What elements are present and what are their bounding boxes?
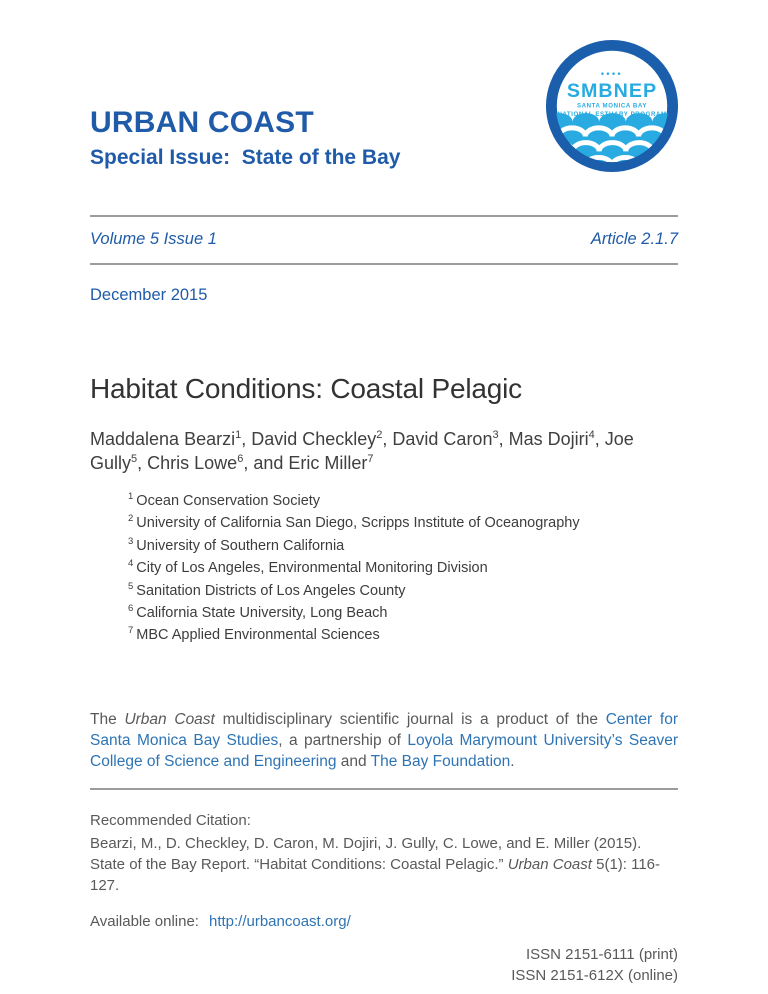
citation-text (90, 833, 678, 896)
description-text: , a partnership of (278, 731, 408, 749)
affiliation-item (128, 600, 678, 622)
link-center-santa-monica-bay-studies[interactable]: Center for Santa Monica Bay Studies (90, 710, 679, 749)
affiliation-number: 7 (128, 625, 134, 637)
author-segment: , and Eric Miller (243, 453, 368, 474)
article-title: Habitat Conditions: Coastal Pelagic (90, 373, 522, 404)
author-segment: , Mas Dojiri (498, 429, 589, 449)
link-bay-foundation[interactable]: The Bay Foundation (370, 752, 511, 770)
author-segment: Maddalena Bearzi (90, 429, 236, 449)
author-affil-ref: 4 (588, 429, 595, 441)
description-text: The (90, 710, 125, 728)
affiliation-text: Ocean Conservation Society (136, 492, 321, 509)
divider-citation (90, 788, 678, 790)
affiliation-number: 6 (128, 603, 134, 615)
description-text: and (336, 752, 371, 770)
affiliation-item (128, 533, 678, 555)
journal-subtitle: Special Issue: State of the Bay (90, 146, 401, 169)
affiliation-item (128, 510, 678, 532)
article-number: Article 2.1.7 (590, 230, 678, 248)
author-affil-ref: 6 (237, 453, 244, 466)
citation-block (90, 810, 678, 896)
citation-text-before: Bearzi, M., D. Checkley, D. Caron, M. Dojiri, J. Gully, C. Lowe, and E. Miller (2015). State of the Bay Report. “Habitat Conditions: Coastal Pelagic.” (90, 834, 642, 873)
affiliation-list (128, 488, 678, 645)
issn-online: ISSN 2151-612X (online) (511, 966, 678, 984)
affiliation-text: University of California San Diego, Scripps Institute of Oceanography (136, 515, 580, 532)
available-online-label: Available online: (90, 912, 199, 930)
affiliation-number: 1 (128, 490, 134, 502)
description-text: . (510, 752, 515, 770)
smbnep-logo (543, 37, 681, 175)
author-list (90, 427, 678, 476)
affiliation-number: 4 (128, 558, 134, 570)
smbnep-logo-graphic (543, 37, 681, 175)
divider-issue (90, 263, 678, 265)
issn-block (90, 944, 678, 986)
journal-description (90, 709, 678, 772)
journal-title: URBAN COAST (90, 106, 314, 139)
logo-program-line2: NATIONAL ESTUARY PROGRAM (557, 110, 667, 118)
description-text: multidisciplinary scientific journal is a product of the (214, 710, 606, 728)
author-segment: , Joe Gully (90, 429, 634, 474)
author-segment: , Chris Lowe (137, 453, 238, 474)
author-segment: , David Caron (382, 429, 493, 449)
affiliation-item (128, 488, 678, 510)
logo-program-line1: SANTA MONICA BAY (576, 102, 648, 110)
citation-journal-italic: Urban Coast (507, 855, 592, 873)
affiliation-number: 3 (128, 535, 134, 547)
citation-label: Recommended Citation: (90, 811, 251, 829)
author-affil-ref: 1 (235, 429, 242, 441)
author-affil-ref: 2 (376, 429, 383, 441)
affiliation-number: 2 (128, 513, 134, 525)
logo-acronym: SMBNEP (566, 80, 658, 103)
citation-text-after: 5(1): 116-127. (90, 855, 661, 894)
author-affil-ref: 7 (367, 453, 374, 466)
affiliation-number: 5 (128, 580, 134, 592)
affiliation-item (128, 578, 678, 600)
issn-print: ISSN 2151-6111 (print) (525, 945, 678, 963)
author-affil-ref: 5 (131, 453, 138, 466)
affiliation-text: University of Southern California (136, 537, 345, 554)
urbancoast-url-link[interactable]: http://urbancoast.org/ (208, 912, 351, 930)
author-affil-ref: 3 (492, 429, 499, 441)
affiliation-item (128, 622, 678, 644)
affiliation-text: MBC Applied Environmental Sciences (136, 627, 380, 644)
author-segment: , David Checkley (241, 429, 377, 449)
issue-date: December 2015 (90, 286, 208, 304)
affiliation-text: City of Los Angeles, Environmental Monitoring Division (136, 560, 488, 577)
logo-dots: •••• (600, 68, 624, 79)
issue-bar (90, 217, 678, 263)
affiliation-text: Sanitation Districts of Los Angeles County (136, 582, 406, 599)
link-lmu-seaver-college[interactable]: Loyola Marymount University’s Seaver College of Science and Engineering (90, 731, 678, 770)
affiliation-text: California State University, Long Beach (136, 604, 388, 621)
available-online (90, 913, 678, 930)
volume-label: Volume 5 Issue 1 (90, 230, 217, 248)
affiliation-item (128, 555, 678, 577)
journal-name-italic: Urban Coast (124, 710, 215, 728)
